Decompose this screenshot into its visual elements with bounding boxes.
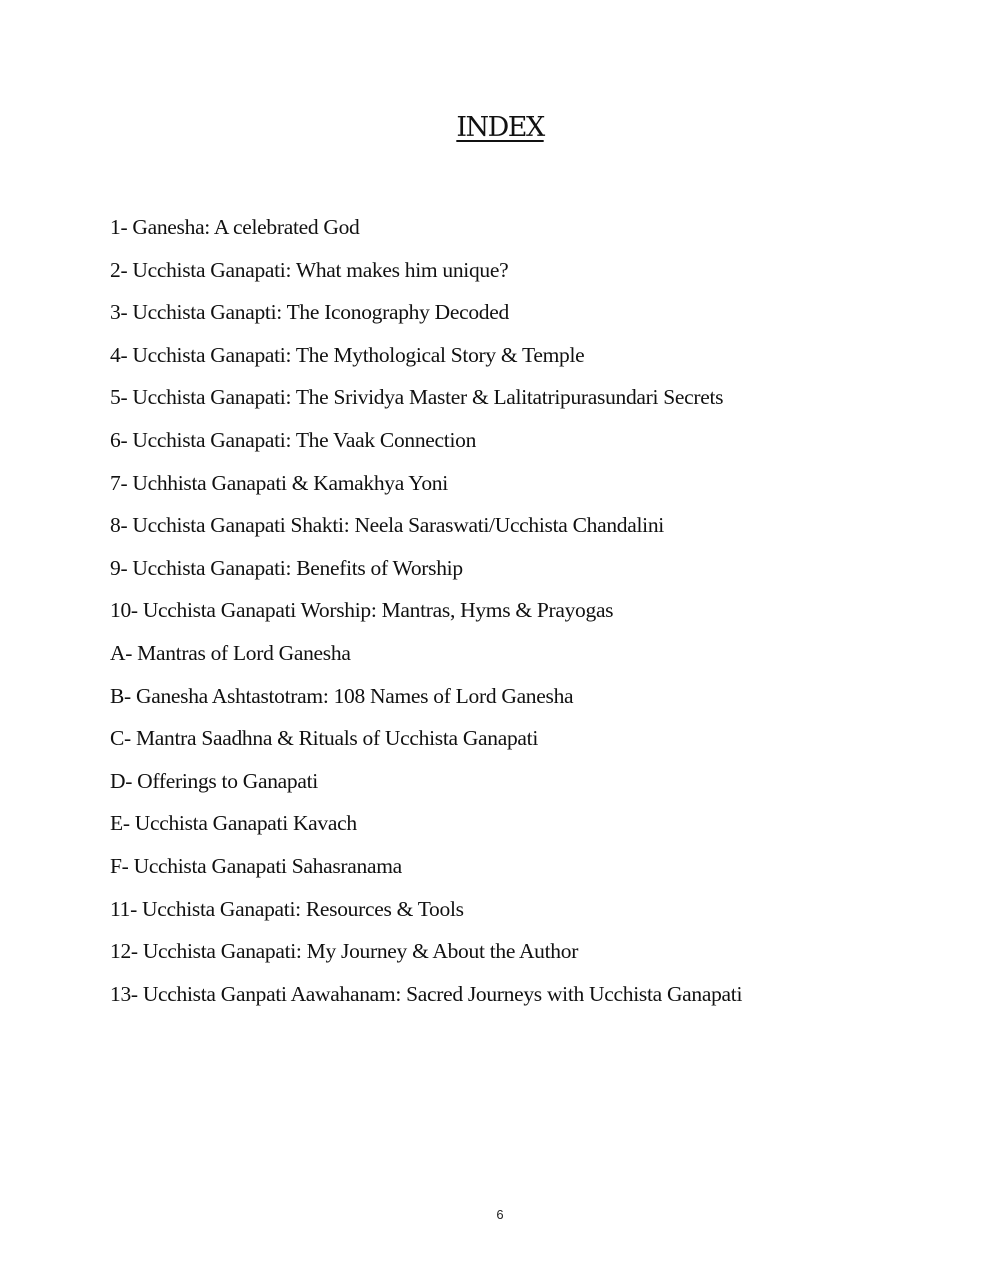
index-entry: 2- Ucchista Ganapati: What makes him unique? bbox=[110, 257, 509, 282]
index-entry: 8- Ucchista Ganapati Shakti: Neela Saraswati/Ucchista Chandalini bbox=[110, 513, 664, 538]
index-entry: E- Ucchista Ganapati Kavach bbox=[110, 811, 357, 836]
index-entry: 9- Ucchista Ganapati: Benefits of Worship bbox=[110, 555, 463, 580]
index-entry: 6- Ucchista Ganapati: The Vaak Connection bbox=[110, 427, 477, 452]
index-entry: 5- Ucchista Ganapati: The Srividya Master & Lalitatripurasundari Secrets bbox=[110, 385, 724, 410]
index-entry: 12- Ucchista Ganapati: My Journey & About the Author bbox=[110, 939, 579, 964]
index-entry: 13- Ucchista Ganpati Aawahanam: Sacred Journeys with Ucchista Ganapati bbox=[110, 981, 743, 1006]
index-list bbox=[110, 211, 742, 1020]
index-entry: D- Offerings to Ganapati bbox=[110, 768, 318, 793]
page-number: 6 bbox=[496, 1207, 504, 1222]
index-entry: C- Mantra Saadhna & Rituals of Ucchista Ganapati bbox=[110, 726, 539, 751]
index-entry: 7- Uchhista Ganapati & Kamakhya Yoni bbox=[110, 470, 448, 495]
index-entry: B- Ganesha Ashtastotram: 108 Names of Lord Ganesha bbox=[110, 683, 574, 708]
index-entry: F- Ucchista Ganapati Sahasranama bbox=[110, 853, 402, 878]
page-title: INDEX bbox=[456, 112, 544, 143]
index-entry: A- Mantras of Lord Ganesha bbox=[110, 640, 351, 665]
index-entry: 10- Ucchista Ganapati Worship: Mantras, Hyms & Prayogas bbox=[110, 598, 614, 623]
index-entry: 4- Ucchista Ganapati: The Mythological Story & Temple bbox=[110, 342, 585, 367]
index-entry: 11- Ucchista Ganapati: Resources & Tools bbox=[110, 896, 464, 921]
index-entry: 1- Ganesha: A celebrated God bbox=[110, 215, 360, 239]
index-entry: 3- Ucchista Ganapti: The Iconography Decoded bbox=[110, 300, 509, 325]
